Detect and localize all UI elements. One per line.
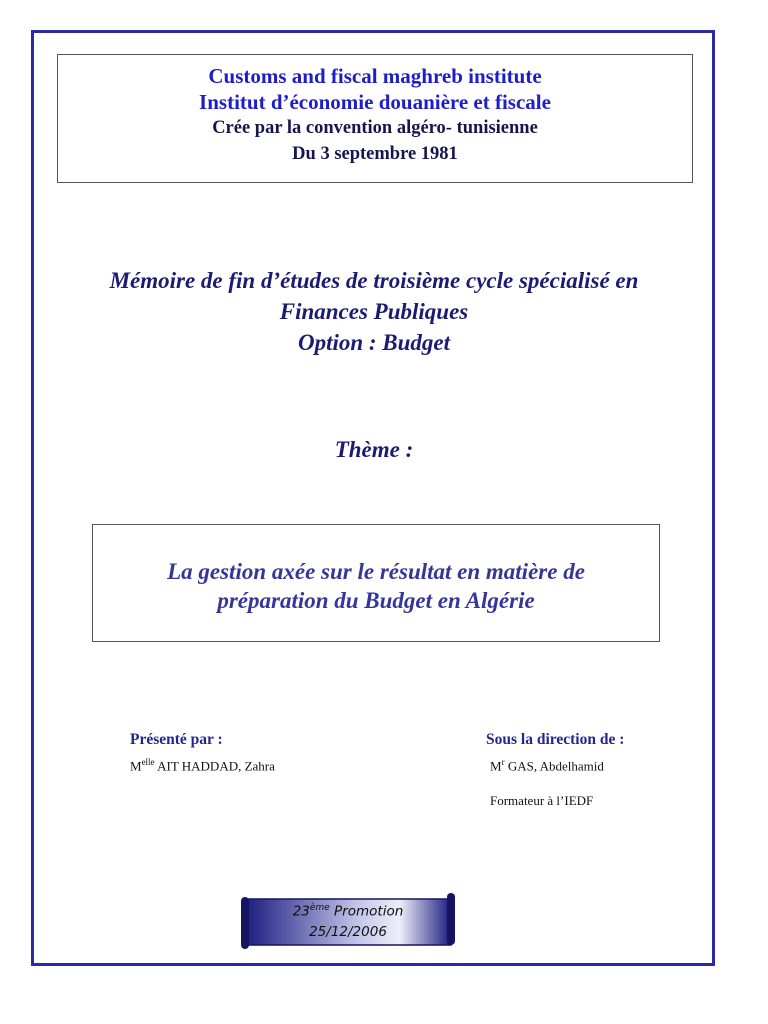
theme-label: Thème : — [334, 437, 414, 462]
director-name-text: GAS, Abdelhamid — [504, 758, 604, 774]
director-role: Formateur à l’IEDF — [490, 793, 594, 808]
director-name — [490, 757, 604, 774]
promotion-date: 25/12/2006 — [309, 924, 387, 940]
memoire-line-3: Option : Budget — [297, 330, 451, 355]
presenter-title-sup: elle — [141, 757, 155, 767]
memoire-line-1: Mémoire de fin d’études de troisième cycle spécialisé en — [109, 268, 639, 293]
theme-box — [92, 524, 660, 642]
presenter-label: Présenté par : — [130, 731, 223, 748]
theme-line-2: préparation du Budget en Algérie — [217, 588, 535, 613]
theme-line-1: La gestion axée sur le résultat en matière de — [167, 559, 585, 584]
promotion-number-sup: ème — [309, 903, 330, 913]
promotion-number-line — [240, 903, 456, 920]
institute-name-english: Customs and fiscal maghreb institute — [208, 64, 542, 88]
institute-convention: Crée par la convention algéro- tunisienne — [212, 118, 538, 138]
memoire-line-2: Finances Publiques — [279, 299, 469, 324]
presenter-title-prefix: M — [130, 758, 142, 774]
director-title-prefix: M — [490, 758, 502, 774]
scroll-banner-graphic — [240, 892, 456, 950]
promotion-label: Promotion — [329, 903, 404, 920]
memoire-title — [32, 265, 716, 358]
institute-founding-date: Du 3 septembre 1981 — [292, 144, 458, 164]
institute-header-box — [57, 54, 693, 183]
presenter-name-text: AIT HADDAD, Zahra — [154, 758, 275, 774]
institute-name-french: Institut d’économie douanière et fiscale — [199, 90, 551, 114]
promotion-scroll — [240, 892, 456, 950]
presenter-name — [130, 757, 275, 774]
promotion-number: 23 — [292, 903, 310, 920]
director-label: Sous la direction de : — [486, 731, 625, 748]
director-title-sup: r — [501, 757, 505, 767]
